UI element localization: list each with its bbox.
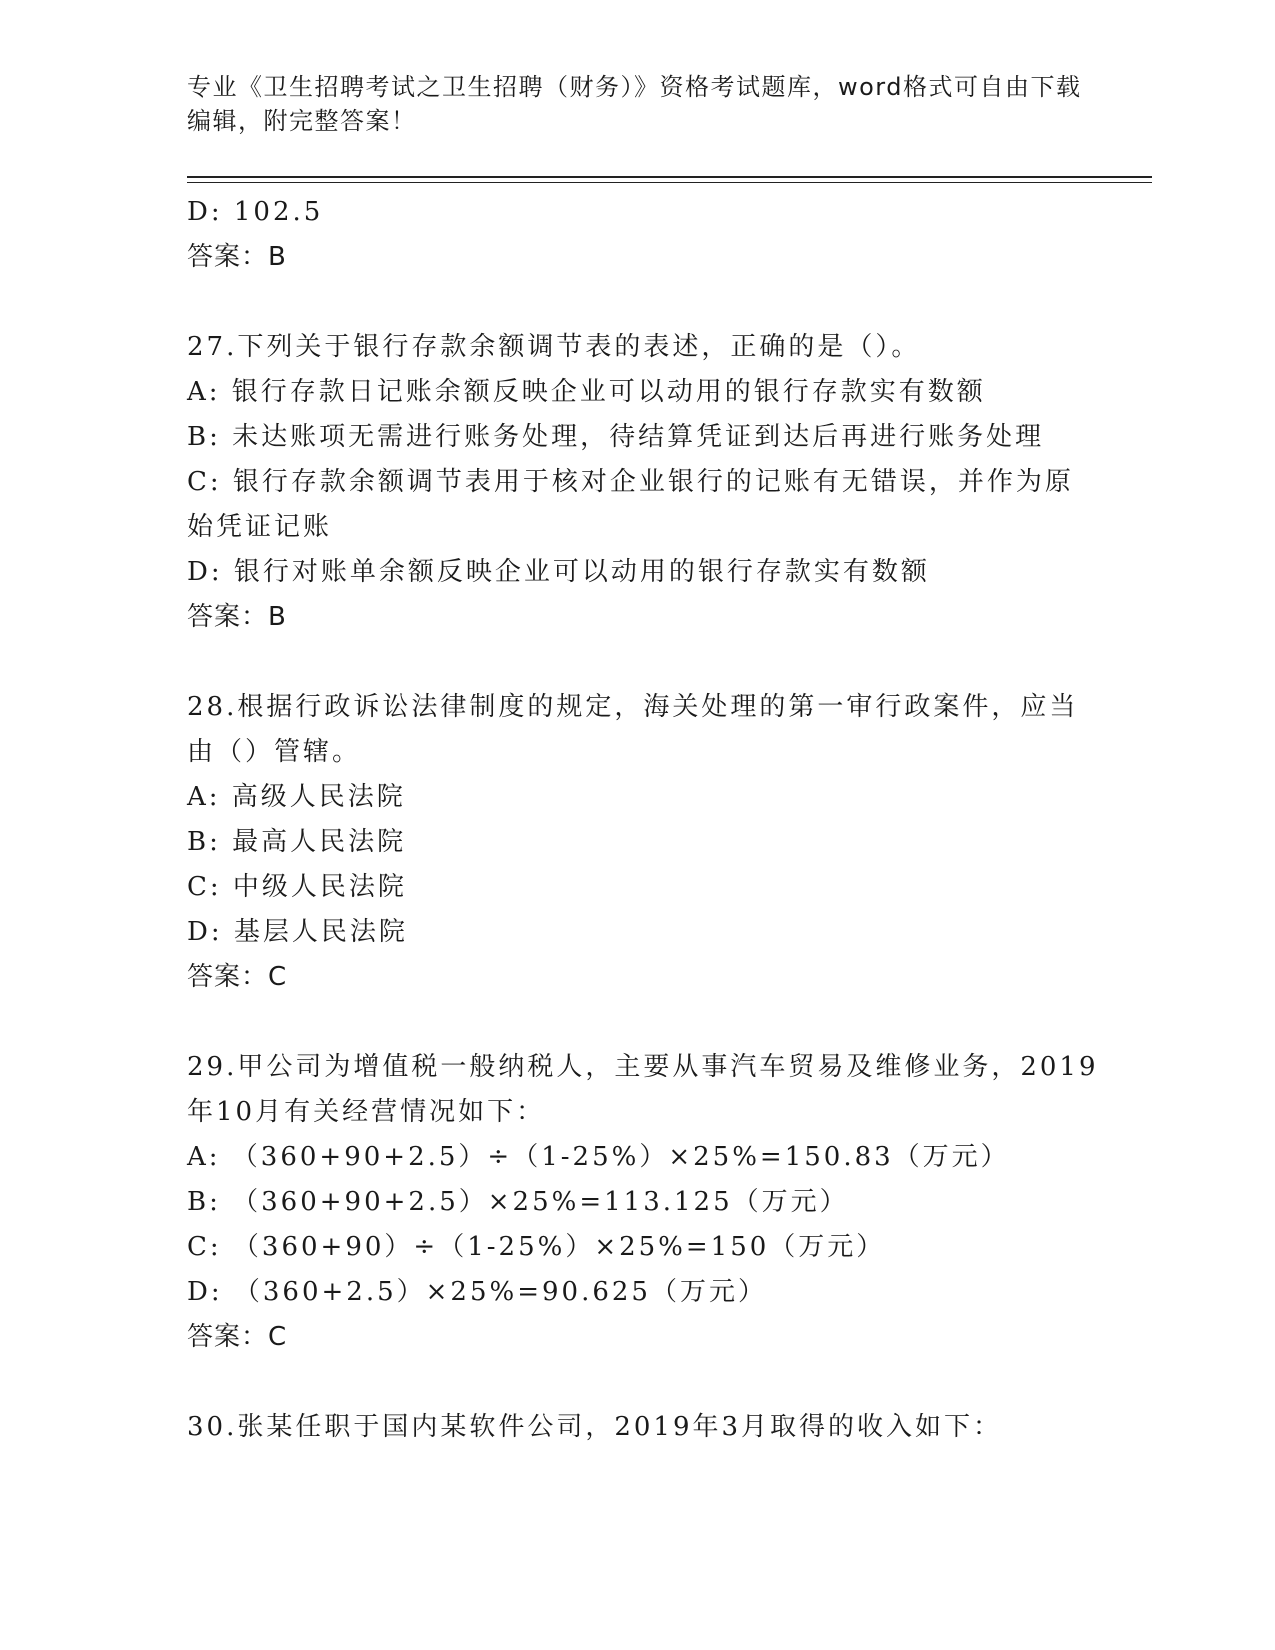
question-29 xyxy=(187,1045,1099,1360)
answer: 答案：C xyxy=(187,962,288,992)
prev-option-d: D: 102.5 xyxy=(187,197,324,227)
question-stem-continued: 由（）管辖。 xyxy=(187,737,362,767)
prev-answer: 答案：B xyxy=(187,242,287,272)
option-b: B: 未达账项无需进行账务处理，待结算凭证到达后再进行账务处理 xyxy=(187,422,1045,452)
header-divider-thick xyxy=(187,176,1152,178)
header-line-2: 编辑，附完整答案！ xyxy=(187,107,417,135)
option-d: D: 银行对账单余额反映企业可以动用的银行存款实有数额 xyxy=(187,557,930,587)
spacer xyxy=(187,1360,1087,1405)
option-b: B: （360+90+2.5）×25%=113.125（万元） xyxy=(187,1187,849,1217)
option-c: C: （360+90）÷（1-25%）×25%=150（万元） xyxy=(187,1232,886,1262)
answer: 答案：C xyxy=(187,1322,288,1352)
header-divider-thin xyxy=(187,182,1152,183)
option-a: A: 银行存款日记账余额反映企业可以动用的银行存款实有数额 xyxy=(187,377,986,407)
question-stem: 27.下列关于银行存款余额调节表的表述，正确的是（）。 xyxy=(187,332,921,362)
option-c-continued: 始凭证记账 xyxy=(187,512,333,542)
question-stem: 30.张某任职于国内某软件公司，2019年3月取得的收入如下： xyxy=(187,1412,1003,1442)
option-a: A: 高级人民法院 xyxy=(187,782,406,812)
spacer xyxy=(187,280,1087,325)
question-27 xyxy=(187,325,1087,640)
question-stem-continued: 年10月有关经营情况如下： xyxy=(187,1097,546,1127)
question-stem: 28.根据行政诉讼法律制度的规定，海关处理的第一审行政案件，应当 xyxy=(187,692,1079,722)
option-c: C: 银行存款余额调节表用于核对企业银行的记账有无错误，并作为原 xyxy=(187,467,1074,497)
header-line-1: 专业《卫生招聘考试之卫生招聘（财务）》资格考试题库，word格式可自由下载 xyxy=(187,73,1082,101)
document-body xyxy=(187,190,1099,1450)
option-c: C: 中级人民法院 xyxy=(187,872,407,902)
option-d: D: （360+2.5）×25%=90.625（万元） xyxy=(187,1277,767,1307)
document-header xyxy=(187,70,1087,138)
question-30 xyxy=(187,1405,1087,1450)
question-stem: 29.甲公司为增值税一般纳税人，主要从事汽车贸易及维修业务，2019 xyxy=(187,1052,1099,1082)
spacer xyxy=(187,640,1087,685)
option-a: A: （360+90+2.5）÷（1-25%）×25%=150.83（万元） xyxy=(187,1142,1010,1172)
spacer xyxy=(187,1000,1087,1045)
answer: 答案：B xyxy=(187,602,287,632)
option-b: B: 最高人民法院 xyxy=(187,827,407,857)
question-28 xyxy=(187,685,1087,1000)
option-d: D: 基层人民法院 xyxy=(187,917,408,947)
